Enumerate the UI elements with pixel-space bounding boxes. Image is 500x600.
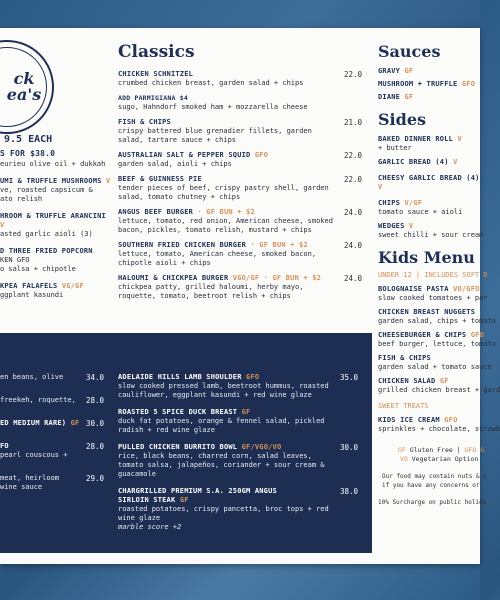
legend-text: Vegetarian Option (411, 455, 479, 463)
side-tag: V (453, 158, 458, 166)
menu-item (118, 274, 362, 301)
left-item-desc: KEN GFO o salsa + chipotle (0, 256, 76, 273)
side-tag: V/GF (404, 199, 423, 207)
menu-item-price: 22.0 (343, 151, 362, 160)
panel-item-price: 28.0 (85, 442, 104, 451)
kids-item-tag: VO/GFO (453, 285, 480, 293)
side-item (378, 222, 488, 240)
sauce-name: MUSHROOM + TRUFFLE (378, 80, 458, 88)
menu-item (118, 118, 362, 145)
legend-text: Gluten Free | (409, 446, 461, 454)
left-item-name: KPEA FALAFELS (0, 282, 58, 290)
menu-sheet (0, 28, 500, 564)
menu-item-price: 24.0 (343, 274, 362, 283)
menu-item-name: SOUTHERN FRIED CHICKEN BURGER (118, 241, 247, 249)
menu-item-price: 24.0 (343, 208, 362, 217)
panel-item (0, 474, 104, 492)
sauces-title: Sauces (378, 42, 441, 61)
menu-item-desc: sugo, Hahndorf smoked ham + mozzarella cheese (118, 103, 308, 111)
side-desc: sweet chilli + sour cream (378, 231, 484, 239)
deal-note: eurieu olive oil + dukkah (0, 160, 106, 168)
panel-item-desc: freekeh, roquette, (0, 396, 76, 404)
treat-item (378, 416, 500, 434)
left-item-tag: VG/GF (61, 282, 84, 290)
menu-item-desc: crispy battered blue grenadier fillets, garden salad, tartare sauce + chips (118, 127, 312, 144)
panel-item-desc: rice, black beans, charred corn, salad leaves, tomato salsa, jalapeños, coriander + sour cream & guacamole (118, 452, 325, 478)
menu-item-tag: · GF BUN + $2 (197, 208, 255, 216)
panel-item-name: CHARGRILLED PREMIUM S.A. 250GM ANGUS SIRLOIN STEAK (118, 487, 277, 504)
menu-item-price: 24.0 (343, 241, 362, 250)
entrees-column (0, 134, 112, 300)
kids-item-tag: GFO (470, 331, 484, 339)
panel-item (118, 373, 358, 400)
logo-ring (0, 47, 47, 127)
kids-item-desc: slow cooked tomatoes + par (378, 294, 488, 302)
kids-item (378, 308, 497, 326)
panel-left-column (0, 373, 104, 498)
legend-tag: VO (400, 455, 408, 463)
side-name: CHIPS (378, 199, 401, 207)
kids-item (378, 354, 492, 372)
legend-tag: GF (398, 446, 406, 454)
panel-item (0, 373, 104, 382)
left-item-tag: V (105, 177, 111, 185)
kids-item-name: CHICKEN SALAD (378, 377, 436, 385)
sauce-tag: GFO (461, 80, 476, 88)
panel-item (0, 419, 104, 428)
kids-item-desc: grilled chicken breast + gard (378, 386, 500, 394)
panel-item-desc: pearl couscous + (0, 451, 68, 459)
menu-item-desc: chickpea patty, grilled haloumi, herby mayo, roquette, tomato, beetroot relish + chips (118, 283, 304, 300)
menu-item (118, 94, 362, 112)
menu-item-price: 22.0 (343, 175, 362, 184)
surcharge-note: 10% Surcharge on public holida (378, 499, 487, 506)
panel-item-name: PULLED CHICKEN BURRITO BOWL (118, 443, 238, 451)
menu-item-name: AUSTRALIAN SALT & PEPPER SQUID (118, 151, 251, 159)
menu-item (118, 151, 362, 169)
kids-item-name: FISH & CHIPS (378, 354, 431, 362)
kids-item-desc: beef burger, lettuce, tomato (378, 340, 497, 348)
mains-panel (0, 333, 372, 553)
menu-item-desc: tender pieces of beef, crispy pastry shell, garden salad, tomato chutney + chips (118, 184, 329, 201)
menu-item-desc: lettuce, tomato, American cheese, smoked bacon, chipotle aioli + chips (118, 250, 317, 267)
side-tag: V (408, 222, 414, 230)
left-item-desc: ggplant kasundi (0, 291, 64, 299)
left-item-name: D THREE FRIED POPCORN (0, 247, 93, 255)
panel-item (118, 487, 358, 532)
menu-item-name: ADD PARMIGIANA $4 (118, 94, 188, 102)
logo-text-line1: ck (13, 69, 35, 88)
sauce-tag: GF (404, 67, 414, 75)
left-item-desc: asted garlic aioli (3) (0, 230, 93, 238)
sauce-tag: GF (404, 93, 414, 101)
panel-item-tag: GF (241, 408, 251, 416)
menu-item-desc: lettuce, tomato, red onion, American cheese, smoked bacon, pickles, tomato relish, mustard + chips (118, 217, 333, 234)
side-item (378, 199, 488, 217)
sauce-name: DIANE (378, 93, 401, 101)
side-tag: V (457, 135, 462, 143)
panel-item (118, 443, 358, 479)
sauce-item (378, 67, 488, 76)
kids-item-name: BOLOGNAISE PASTA (378, 285, 449, 293)
kids-item (378, 331, 497, 349)
left-item-desc: ve, roasted capsicum & ato relish (0, 186, 93, 203)
panel-item (0, 396, 104, 405)
panel-item-desc: slow cooked pressed lamb, beetroot hummus, roasted cauliflower, eggplant kasundi + red wine glaze (118, 382, 329, 399)
left-item (0, 177, 112, 204)
kids-item-desc: garden salad, chips + tomato (378, 317, 497, 325)
sauce-item (378, 93, 488, 102)
panel-item-price: 29.0 (85, 474, 104, 483)
left-item-name: UMI & TRUFFLE MUSHROOMS (0, 177, 102, 185)
logo-text-line2: ea's (6, 85, 42, 104)
menu-item (118, 208, 362, 235)
menu-item-name: CHICKEN SCHNITZEL (118, 70, 194, 78)
side-name: WEDGES (378, 222, 405, 230)
dietary-legend-1 (378, 446, 488, 455)
panel-item-price: 30.0 (85, 419, 104, 428)
panel-item-tag: GF/VGO/VO (241, 443, 282, 451)
panel-item-name: ROASTED 5 SPICE DUCK BREAST (118, 408, 238, 416)
classics-title: Classics (118, 42, 195, 62)
side-name: GARLIC BREAD (4) (378, 158, 449, 166)
kids-item-name: CHEESEBURGER & CHIPS (378, 331, 467, 339)
side-desc: + butter (378, 144, 412, 152)
restaurant-logo (0, 40, 54, 134)
menu-item-tag: · GF BUN + $2 (250, 241, 308, 249)
right-column (378, 42, 500, 507)
menu-item-tag: VGO/GF · GF BUN + $2 (232, 274, 322, 282)
side-item (378, 135, 488, 153)
panel-right-column (118, 373, 358, 538)
left-item (0, 212, 112, 239)
treat-item-tag: GFO (444, 416, 458, 424)
left-item (0, 282, 112, 300)
left-item-name: HROOM & TRUFFLE ARANCINI (0, 212, 106, 220)
menu-item (118, 241, 362, 268)
menu-item (118, 70, 362, 88)
menu-item-name: HALOUMI & CHICKPEA BURGER (118, 274, 229, 282)
side-desc: tomato sauce + aioli (378, 208, 463, 216)
side-name: CHEESY GARLIC BREAD (4) (378, 174, 480, 182)
kids-item (378, 285, 488, 303)
panel-item-extra: marble score +2 (118, 523, 182, 531)
menu-item-name: BEEF & GUINNESS PIE (118, 175, 202, 183)
sauce-item (378, 80, 488, 89)
menu-item-desc: garden salad, aioli + chips (118, 160, 232, 168)
panel-item-desc: en beans, olive (0, 373, 64, 381)
menu-item-tag: GFO (254, 151, 269, 159)
panel-item-price: 28.0 (85, 396, 104, 405)
sauce-name: GRAVY (378, 67, 401, 75)
kids-item (378, 377, 500, 395)
panel-item-desc: meat, heirloom wine sauce (0, 474, 60, 491)
menu-item-price: 22.0 (343, 70, 362, 79)
allergy-disclaimer: Our food may contain nuts & o if you have any concerns or (382, 473, 487, 489)
sweet-treats-title: SWEET TREATS (378, 402, 429, 410)
sides-title: Sides (378, 110, 427, 129)
panel-item-name: FO (0, 442, 9, 450)
panel-item-tag: GF (70, 419, 80, 427)
side-name: BAKED DINNER ROLL (378, 135, 454, 143)
deal-subtitle: S FOR $38.0 (0, 149, 56, 158)
panel-item (0, 442, 104, 460)
panel-item (118, 408, 358, 435)
dietary-legend-2 (378, 455, 488, 464)
treat-item-name: KIDS ICE CREAM (378, 416, 440, 424)
panel-item-tag: GF (179, 496, 189, 504)
deal-price: 9.5 EACH (4, 134, 53, 145)
side-tag: V (378, 183, 383, 191)
left-item (0, 247, 112, 274)
menu-item-price: 21.0 (343, 118, 362, 127)
left-item-tag: V (0, 221, 5, 229)
side-item (378, 158, 488, 167)
side-item (378, 174, 488, 192)
panel-item-name: ED MEDIUM RARE) (0, 419, 67, 427)
menu-item-name: FISH & CHIPS (118, 118, 171, 126)
panel-item-price: 35.0 (339, 373, 358, 382)
panel-item-price: 34.0 (85, 373, 104, 382)
menu-item (118, 175, 362, 202)
panel-item-price: 38.0 (339, 487, 358, 496)
legend-tag-b: GFO G (464, 446, 485, 454)
menu-item-desc: crumbed chicken breast, garden salad + chips (118, 79, 304, 87)
panel-item-tag: GFO (246, 373, 260, 381)
kids-menu-subtitle: UNDER 12 | INCLUDES SOFT D (378, 271, 488, 279)
kids-menu-title: Kids Menu (378, 248, 475, 267)
treat-item-desc: sprinkles + chocolate, strawb (378, 425, 500, 433)
menu-item-name: ANGUS BEEF BURGER (118, 208, 194, 216)
panel-item-price: 30.0 (339, 443, 358, 452)
kids-item-tag: GF (439, 377, 449, 385)
panel-item-desc: duck fat potatoes, orange & fennel salad, pickled radish + red wine glaze (118, 417, 325, 434)
panel-item-desc: roasted potatoes, crispy pancetta, broc tops + red wine glaze (118, 505, 329, 522)
classics-column (118, 42, 362, 307)
panel-item-name: ADELAIDE HILLS LAMB SHOULDER (118, 373, 242, 381)
kids-item-name: CHICKEN BREAST NUGGETS (378, 308, 476, 316)
kids-item-desc: garden salad + tomato sauce (378, 363, 492, 371)
